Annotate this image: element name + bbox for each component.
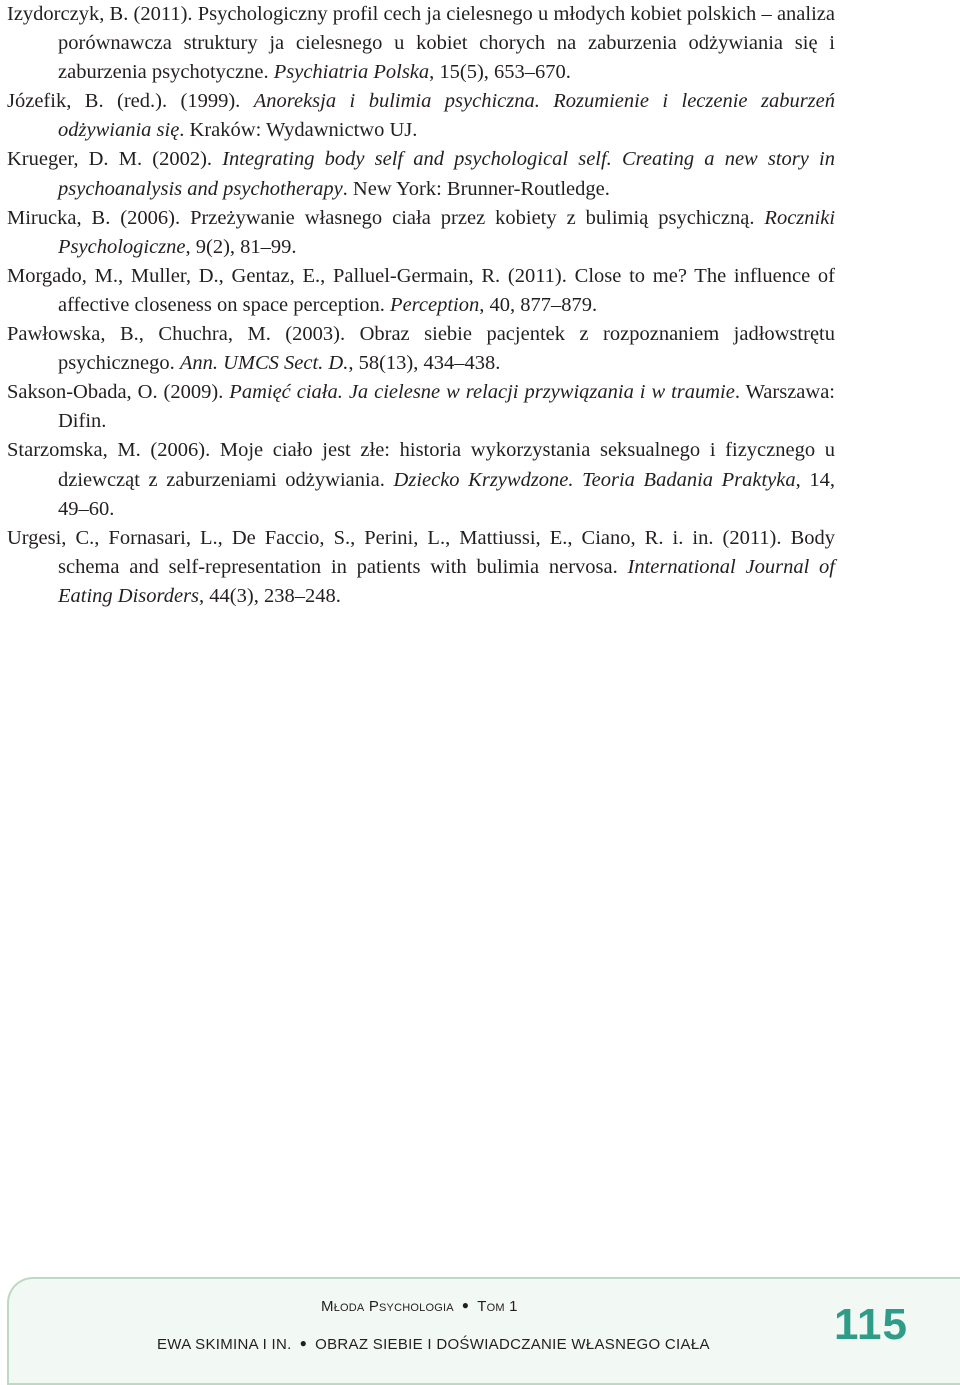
bullet-separator-icon: ● bbox=[299, 1336, 308, 1350]
reference-details: . Warszawa: Difin. bbox=[58, 381, 835, 433]
reference-authors: Starzomska, M. (2006). bbox=[7, 439, 220, 462]
reference-journal: Ann. UMCS Sect. D. bbox=[179, 352, 349, 375]
reference-article-title: Close to me? The influence of affective closeness on space perception. bbox=[58, 264, 836, 316]
page-number: 115 bbox=[834, 1300, 908, 1349]
reference-authors: Urgesi, C., Fornasari, L., De Faccio, S., Perini, L., Mattiussi, E., Ciano, R. i. in. (2011). bbox=[7, 526, 791, 549]
reference-book-title: Pamięć ciała. Ja cielesne w relacji przywiązania i w traumie bbox=[229, 381, 735, 404]
reference-journal: Perception bbox=[390, 293, 480, 316]
reference-article-title: Obraz siebie pacjentek z rozpoznaniem jadłowstrętu psychicznego. bbox=[58, 323, 835, 375]
reference-details: , 58(13), 434–438. bbox=[348, 352, 501, 375]
reference-item bbox=[7, 0, 835, 87]
bullet-separator-icon: ● bbox=[461, 1298, 470, 1312]
reference-details: , 44(3), 238–248. bbox=[199, 584, 341, 607]
reference-item bbox=[7, 87, 835, 145]
reference-item bbox=[7, 204, 835, 262]
reference-authors: Pawłowska, B., Chuchra, M. (2003). bbox=[7, 323, 360, 346]
reference-book-title: Anoreksja i bulimia psychiczna. Rozumienie i leczenie zaburzeń odżywiania się bbox=[58, 90, 835, 142]
reference-journal: Dziecko Krzywdzone. Teoria Badania Praktyka bbox=[393, 468, 796, 491]
reference-item bbox=[7, 320, 835, 378]
reference-details: , 15(5), 653–670. bbox=[429, 61, 571, 84]
volume-label: Tom 1 bbox=[477, 1298, 518, 1315]
reference-details: , 9(2), 81–99. bbox=[185, 235, 297, 258]
reference-article-title: Psychologiczny profil cech ja cielesnego u młodych kobiet polskich – analiza porównawcza struktury ja cielesnego u kobiet chorych na zaburzenia odżywiania się i zaburzenia psychotyczne. bbox=[58, 3, 835, 84]
reference-journal: Roczniki Psychologiczne bbox=[58, 206, 836, 258]
reference-authors: Morgado, M., Muller, D., Gentaz, E., Palluel-Germain, R. (2011). bbox=[7, 264, 575, 287]
reference-article-title: Body schema and self-representation in patients with bulimia nervosa. bbox=[58, 526, 835, 578]
reference-details: , 14, 49–60. bbox=[58, 468, 835, 520]
reference-item bbox=[7, 524, 835, 611]
reference-article-title: Moje ciało jest złe: historia wykorzystania seksualnego i fizycznego u dziewcząt z zaburzeniami odżywiania. bbox=[58, 439, 835, 491]
reference-journal: International Journal of Eating Disorders bbox=[58, 555, 835, 607]
reference-item bbox=[7, 145, 835, 203]
reference-article-title: Przeżywanie własnego ciała przez kobiety z bulimią psychiczną. bbox=[190, 206, 765, 229]
reference-list bbox=[7, 0, 835, 611]
reference-details: , 40, 877–879. bbox=[479, 293, 598, 316]
reference-authors: Sakson-Obada, O. (2009). bbox=[7, 381, 230, 404]
journal-name: Młoda Psychologia bbox=[321, 1298, 454, 1315]
footer-journal-line bbox=[321, 1298, 518, 1315]
reference-authors: Mirucka, B. (2006). bbox=[7, 206, 191, 229]
reference-details: . New York: Brunner-Routledge. bbox=[342, 177, 610, 200]
reference-journal: Psychiatria Polska bbox=[273, 61, 430, 84]
footer-running-head bbox=[157, 1336, 710, 1353]
reference-authors: Krueger, D. M. (2002). bbox=[7, 148, 223, 171]
reference-item bbox=[7, 378, 835, 436]
reference-book-title: Integrating body self and psychological self. Creating a new story in psychoanalysis and psychotherapy bbox=[58, 148, 835, 200]
reference-item bbox=[7, 262, 835, 320]
reference-authors: Izydorczyk, B. (2011). bbox=[7, 3, 198, 25]
reference-authors: Józefik, B. (red.). (1999). bbox=[7, 90, 254, 113]
page-footer-band bbox=[7, 1277, 960, 1385]
footer-chapter-title: OBRAZ SIEBIE I DOŚWIADCZANIE WŁASNEGO CIAŁA bbox=[315, 1336, 710, 1353]
footer-authors: EWA SKIMINA I IN. bbox=[157, 1336, 292, 1353]
reference-details: . Kraków: Wydawnictwo UJ. bbox=[179, 119, 418, 142]
reference-item bbox=[7, 436, 835, 523]
